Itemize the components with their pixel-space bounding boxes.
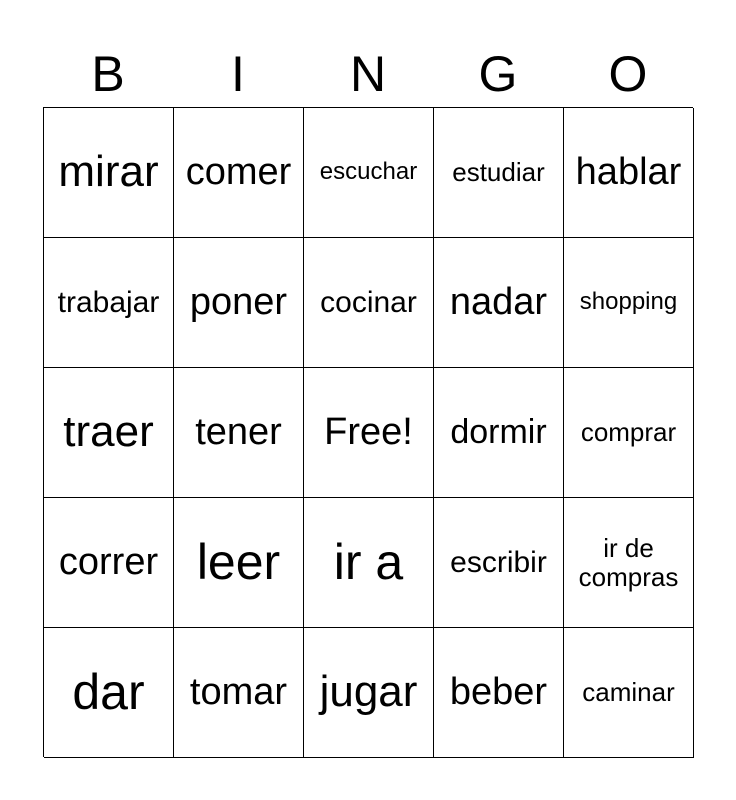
bingo-board [43, 107, 693, 757]
bingo-cell[interactable]: dar [44, 628, 174, 758]
bingo-cell[interactable]: ir a [304, 498, 434, 628]
header-letter-g: G [478, 46, 518, 102]
bingo-cell[interactable]: estudiar [434, 108, 564, 238]
bingo-cell[interactable]: leer [174, 498, 304, 628]
bingo-cell[interactable]: comprar [564, 368, 694, 498]
bingo-cell[interactable]: correr [44, 498, 174, 628]
bingo-cell[interactable]: nadar [434, 238, 564, 368]
bingo-header [43, 40, 693, 108]
bingo-cell[interactable]: escuchar [304, 108, 434, 238]
bingo-cell[interactable]: jugar [304, 628, 434, 758]
bingo-cell[interactable]: shopping [564, 238, 694, 368]
bingo-cell[interactable]: cocinar [304, 238, 434, 368]
bingo-cell[interactable]: escribir [434, 498, 564, 628]
bingo-cell[interactable]: dormir [434, 368, 564, 498]
bingo-cell[interactable]: traer [44, 368, 174, 498]
bingo-cell[interactable]: trabajar [44, 238, 174, 368]
header-letter-b: B [91, 46, 125, 102]
header-letter-o: O [608, 46, 648, 102]
bingo-cell[interactable]: tomar [174, 628, 304, 758]
bingo-cell[interactable]: beber [434, 628, 564, 758]
free-space-cell[interactable]: Free! [304, 368, 434, 498]
bingo-cell[interactable]: tener [174, 368, 304, 498]
bingo-cell[interactable]: caminar [564, 628, 694, 758]
bingo-cell[interactable]: poner [174, 238, 304, 368]
bingo-cell[interactable]: ir de compras [564, 498, 694, 628]
header-letter-n: N [349, 46, 387, 102]
bingo-cell[interactable]: hablar [564, 108, 694, 238]
bingo-cell[interactable]: comer [174, 108, 304, 238]
bingo-cell[interactable]: mirar [44, 108, 174, 238]
header-letter-i: I [231, 46, 245, 102]
